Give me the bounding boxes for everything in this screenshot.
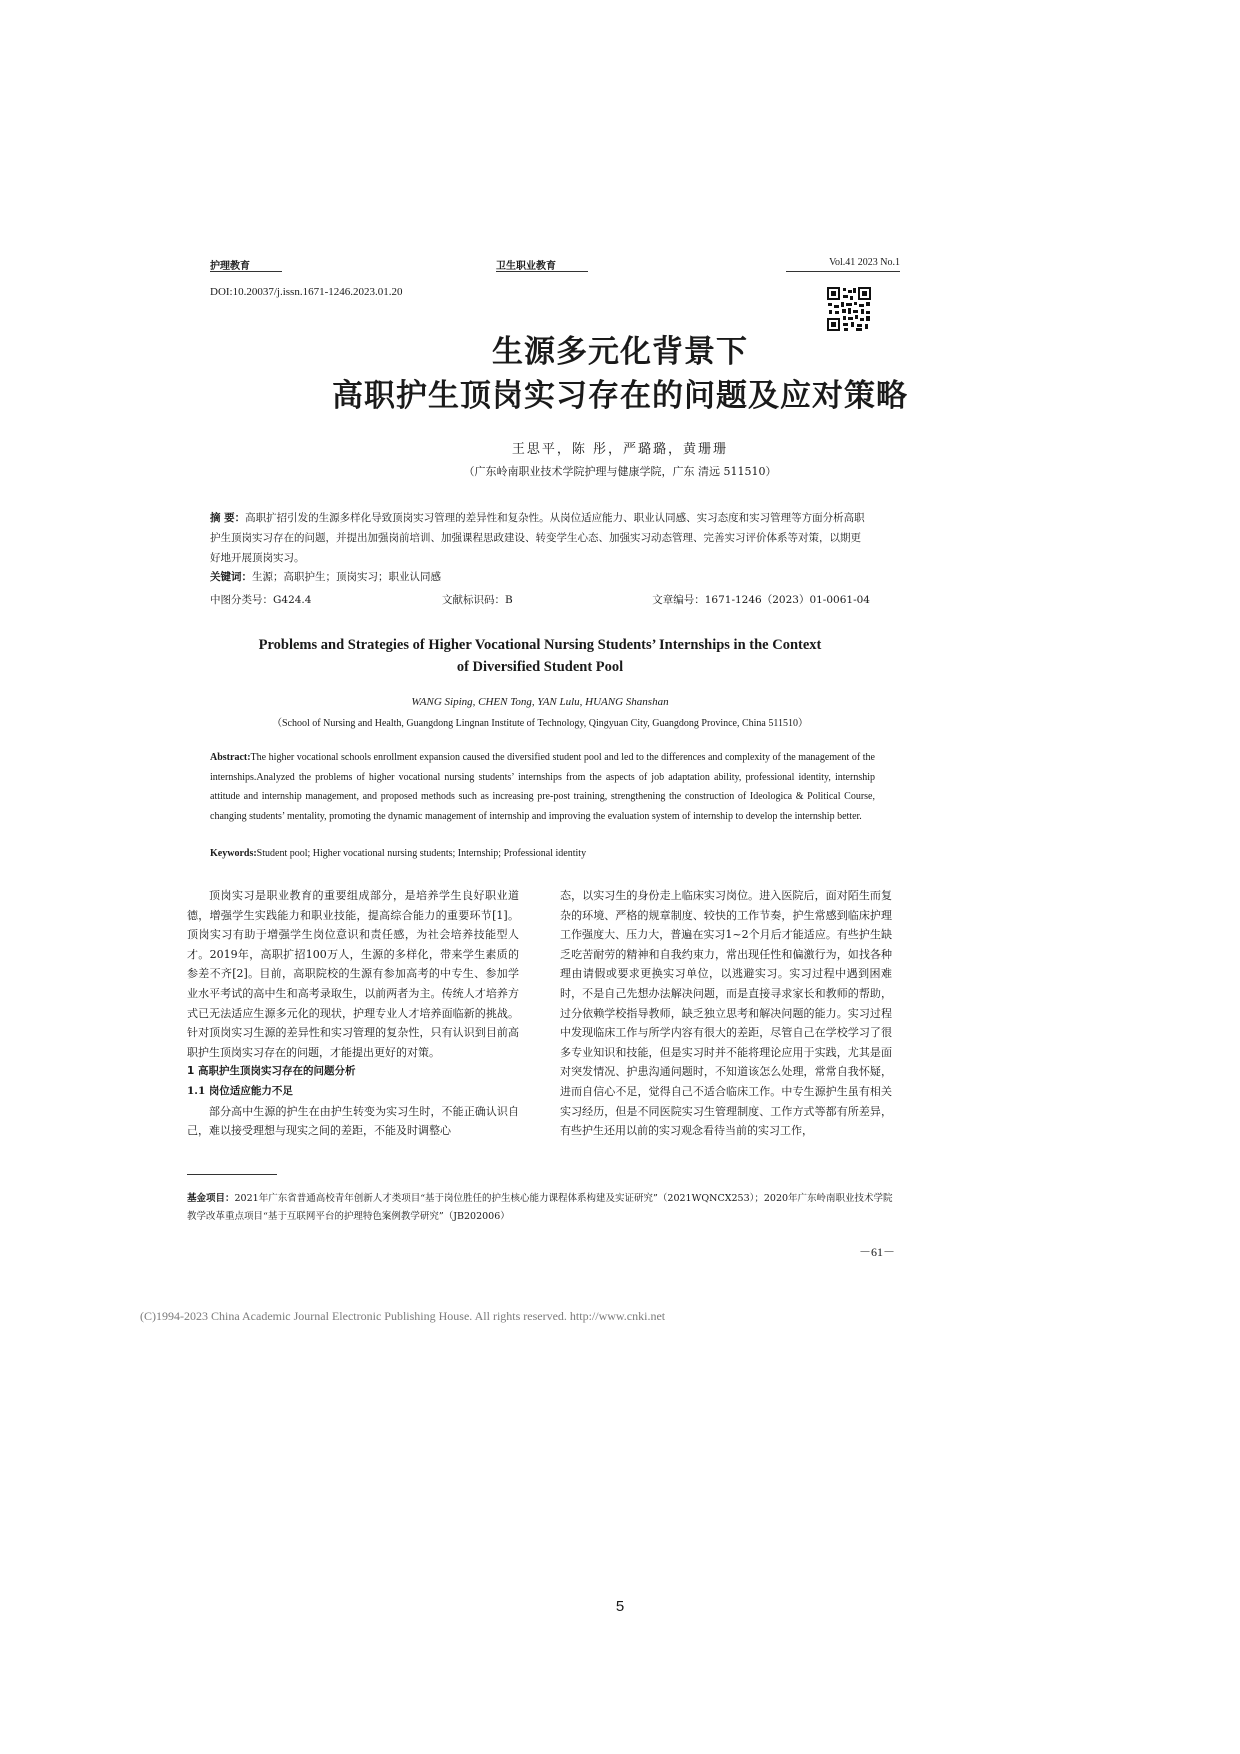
copyright-notice: (C)1994-2023 China Academic Journal Electronic Publishing House. All rights reserved. http://www.cnki.net <box>140 1309 666 1323</box>
doi: DOI:10.20037/j.issn.1671-1246.2023.01.20 <box>210 286 403 298</box>
affiliation-en: （School of Nursing and Health, Guangdong Lingnan Institute of Technology, Qingyuan City, Guangdong Province, China 511510） <box>272 718 808 729</box>
keywords-en <box>210 848 875 859</box>
affiliation-cn: （广东岭南职业技术学院护理与健康学院，广东 清远 511510） <box>463 465 777 478</box>
subsection-heading: 1.1 岗位适应能力不足 <box>187 1084 293 1097</box>
abstract-en <box>210 748 875 826</box>
body-paragraph: 态，以实习生的身份走上临床实习岗位。进入医院后，面对陌生而复杂的环境、严格的规章制度、较快的工作节奏，护生常感到临床护理工作强度大、压力大，普遍在实习1~2个月后才能适应。有些护生缺乏吃苦耐劳的精神和自我约束力，常出现任性和偏激行为，如找各种理由请假或要求更换实习单位，以逃避实习。实习过程中遇到困难时，不是自己先想办法解决问题，而是直接寻求家长和教师的帮助，过分依赖学校指导教师，缺乏独立思考和解决问题的能力。实习过程中发现临床工作与所学内容有很大的差距，尽管自己在学校学习了很多专业知识和技能，但是实习时并不能将理论应用于实践，尤其是面对突发情况、护患沟通问题时，不知道该怎么处理，常常自我怀疑，进而自信心不足，觉得自己不适合临床工作。中专生源护生虽有相关实习经历，但是不同医院实习生管理制度、工作方式等都有所差异，有些护生还用以前的实习观念看待当前的实习工作， <box>560 889 892 1138</box>
header-journal: 卫生职业教育 <box>496 261 556 272</box>
clc-number: 中图分类号：G424.4 <box>210 594 312 606</box>
document-page-number: 5 <box>615 1598 625 1615</box>
abstract-cn-label: 摘 要： <box>210 512 246 524</box>
keywords-cn <box>210 569 870 584</box>
header-rule-left <box>210 271 282 272</box>
body-column-right <box>560 886 892 1141</box>
abstract-en-text: The higher vocational schools enrollment expansion caused the diversified student pool and led to the differences and complexity of the management of the internships.Analyzed the problems of higher vocational nursing students’ internships from the aspects of job adaptation ability, professional identity, internship attitude and internship management, and proposed methods such as increasing pre-post training, strengthening the construction of Ideologica & Political Course, changing students’ mentality, promoting the dynamic management of internship and improving the evaluation system of internship to develop the internship better. <box>210 752 875 822</box>
fund-label: 基金项目： <box>187 1193 235 1204</box>
authors-cn: 王思平，陈 彤，严璐璐，黄珊珊 <box>511 442 729 457</box>
keywords-en-label: Keywords: <box>210 848 257 859</box>
header-rule-center <box>496 271 588 272</box>
fund-note <box>187 1190 899 1226</box>
header-section: 护理教育 <box>210 261 250 272</box>
title-line-1: 生源多元化背景下 <box>492 334 748 370</box>
header-volume: Vol.41 2023 No.1 <box>829 257 900 268</box>
body-column-left <box>187 886 519 1141</box>
document-code: 文献标识码：B <box>442 594 513 606</box>
fund-text: 2021年广东省普通高校青年创新人才类项目“基于岗位胜任的护生核心能力课程体系构建及实证研究”（2021WQNCX253）；2020年广东岭南职业技术学院教学改革重点项目“基于互联网平台的护理特色案例教学研究”（JB202006） <box>187 1193 893 1222</box>
keywords-cn-text: 生源；高职护生；顶岗实习；职业认同感 <box>252 571 441 583</box>
abstract-cn <box>210 508 870 568</box>
abstract-en-label: Abstract: <box>210 752 251 763</box>
authors-en: WANG Siping, CHEN Tong, YAN Lulu, HUANG Shanshan <box>411 696 669 708</box>
journal-page-number: －61－ <box>858 1245 895 1259</box>
title-en-line-1: Problems and Strategies of Higher Vocational Nursing Students’ Internships in the Context <box>258 637 822 653</box>
keywords-en-text: Student pool; Higher vocational nursing students; Internship; Professional identity <box>256 848 587 859</box>
title-en-line-2: of Diversified Student Pool <box>456 659 624 675</box>
article-number: 文章编号：1671-1246（2023）01-0061-04 <box>652 594 870 606</box>
qr-code-icon <box>826 286 872 332</box>
body-paragraph: 部分高中生源的护生在由护生转变为实习生时，不能正确认识自己，难以接受理想与现实之间的差距，不能及时调整心 <box>187 1104 519 1138</box>
body-paragraph: 顶岗实习是职业教育的重要组成部分，是培养学生良好职业道德，增强学生实践能力和职业技能，提高综合能力的重要环节[1]。顶岗实习有助于增强学生岗位意识和责任感，为社会培养技能型人才。2019年，高职扩招100万人，生源的多样化，带来学生素质的参差不齐[2]。目前，高职院校的生源有参加高考的中专生、参加学业水平考试的高中生和高考录取生，以前两者为主。传统人才培养方式已无法适应生源多元化的现状，护理专业人才培养面临新的挑战。针对顶岗实习生源的差异性和实习管理的复杂性，只有认识到目前高职护生顶岗实习存在的问题，才能提出更好的对策。 <box>187 889 519 1059</box>
keywords-cn-label: 关键词： <box>210 571 252 583</box>
article-title-en <box>200 634 880 678</box>
article-title-cn <box>150 330 1090 418</box>
footnote-rule <box>187 1174 277 1175</box>
title-line-2: 高职护生顶岗实习存在的问题及应对策略 <box>332 378 908 414</box>
header-rule-right <box>786 271 900 272</box>
abstract-cn-text: 高职扩招引发的生源多样化导致顶岗实习管理的差异性和复杂性。从岗位适应能力、职业认同感、实习态度和实习管理等方面分析高职护生顶岗实习存在的问题，并提出加强岗前培训、加强课程思政建设、转变学生心态、加强实习动态管理、完善实习评价体系等对策，以期更好地开展顶岗实习。 <box>210 512 865 564</box>
section-heading: 1 高职护生顶岗实习存在的问题分析 <box>187 1065 356 1078</box>
